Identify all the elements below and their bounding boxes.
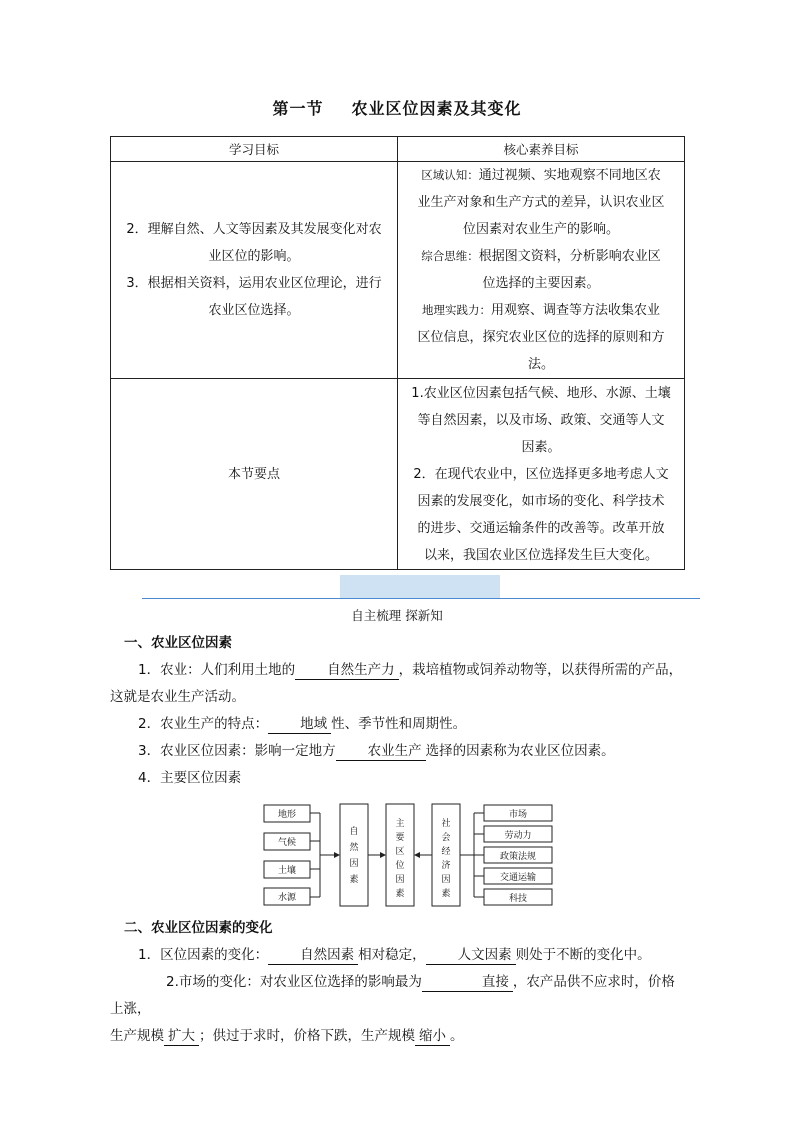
objectives-table	[110, 136, 685, 570]
factor-terrain: 地形	[277, 810, 297, 820]
natural-group-c1: 自	[349, 827, 359, 837]
natural-group-c2: 然	[349, 843, 359, 853]
factor-diagram	[262, 800, 562, 910]
main-group-c4: 位	[395, 861, 405, 871]
social-group-c2: 会	[441, 833, 451, 843]
main-group-c1: 主	[395, 819, 405, 829]
section1-heading: 一、农业区位因素	[124, 635, 232, 651]
core-competency-cell: 区域认知：通过视频、实地观察不同地区农 业生产对象和生产方式的差异，认识农业区 位因素对农业生产的影响。 综合思维：根据图文资料，分析影响农业区 位选择的主要因素。 地理实践力：用观察、调查等方法收集农业 区位信息，探究农业区位的选择的原则和方 法。	[398, 162, 685, 379]
natural-group-c4: 素	[349, 875, 359, 885]
social-group-c1: 社	[441, 819, 451, 829]
page-title: 第一节 农业区位因素及其变化	[272, 99, 522, 118]
factor-water: 水源	[277, 893, 297, 903]
section2-heading: 二、农业区位因素的变化	[124, 920, 273, 936]
social-group-c6: 素	[441, 889, 451, 899]
factor-labor: 劳动力	[504, 831, 532, 841]
paragraph-location-factors: 3．农业区位因素：影响一定地方 农业生产 选择的因素称为农业区位因素。	[138, 743, 615, 759]
key-points-label: 本节要点	[111, 379, 398, 570]
paragraph-main-factors: 4．主要区位因素	[138, 770, 242, 786]
main-group-c2: 要	[395, 833, 405, 843]
section-divider	[142, 598, 700, 599]
factor-technology: 科技	[508, 894, 528, 904]
social-group-c5: 因	[441, 875, 451, 885]
main-group-c6: 素	[395, 889, 405, 899]
factor-policy: 政策法规	[499, 852, 537, 862]
paragraph-market-change-cont: 生产规模 扩大 ；供过于求时，价格下跌，生产规模 缩小 。	[110, 1028, 464, 1044]
main-group-c3: 区	[395, 847, 405, 857]
social-group-c4: 济	[441, 861, 451, 871]
header-learning-goals: 学习目标	[111, 137, 398, 162]
paragraph-agriculture-cont: 这就是农业生产活动。	[110, 689, 245, 705]
learning-goals-cell: 2．理解自然、人文等因素及其发展变化对农 业区位的影响。 3．根据相关资料，运用农业区位理论，进行 农业区位选择。	[111, 162, 398, 379]
factor-market: 市场	[508, 810, 528, 820]
content-body	[110, 630, 685, 792]
section-tab	[340, 575, 500, 599]
natural-group-c3: 因	[349, 859, 359, 869]
factor-transport: 交通运输	[499, 873, 537, 883]
section-subtitle: 自主梳理 探新知	[351, 608, 443, 623]
header-core-competency: 核心素养目标	[398, 137, 685, 162]
paragraph-market-change: 2.市场的变化：对农业区位选择的影响最为 直接 ，农产品供不应求时，价格上涨，	[110, 974, 675, 1017]
content-body-2	[110, 915, 685, 1050]
key-points-cell: 1.农业区位因素包括气候、地形、水源、土壤 等自然因素，以及市场、政策、交通等人文 因素。 2．在现代农业中，区位选择更多地考虑人文 因素的发展变化，如市场的变化、科学技术 的进步、交通运输条件的改善等。改革开放 以来，我国农业区位选择发生巨大变化。	[398, 379, 685, 570]
factor-climate: 气候	[277, 838, 297, 848]
paragraph-features: 2．农业生产的特点： 地域 性、季节性和周期性。	[138, 716, 467, 732]
social-group-c3: 经	[441, 847, 451, 857]
paragraph-agriculture: 1．农业：人们利用土地的 自然生产力 ，栽培植物或饲养动物等，以获得所需的产品，	[138, 662, 683, 678]
main-group-c5: 因	[395, 875, 405, 885]
paragraph-factor-change: 1．区位因素的变化： 自然因素 相对稳定， 人文因素 则处于不断的变化中。	[138, 947, 651, 963]
factor-soil: 土壤	[277, 866, 297, 876]
